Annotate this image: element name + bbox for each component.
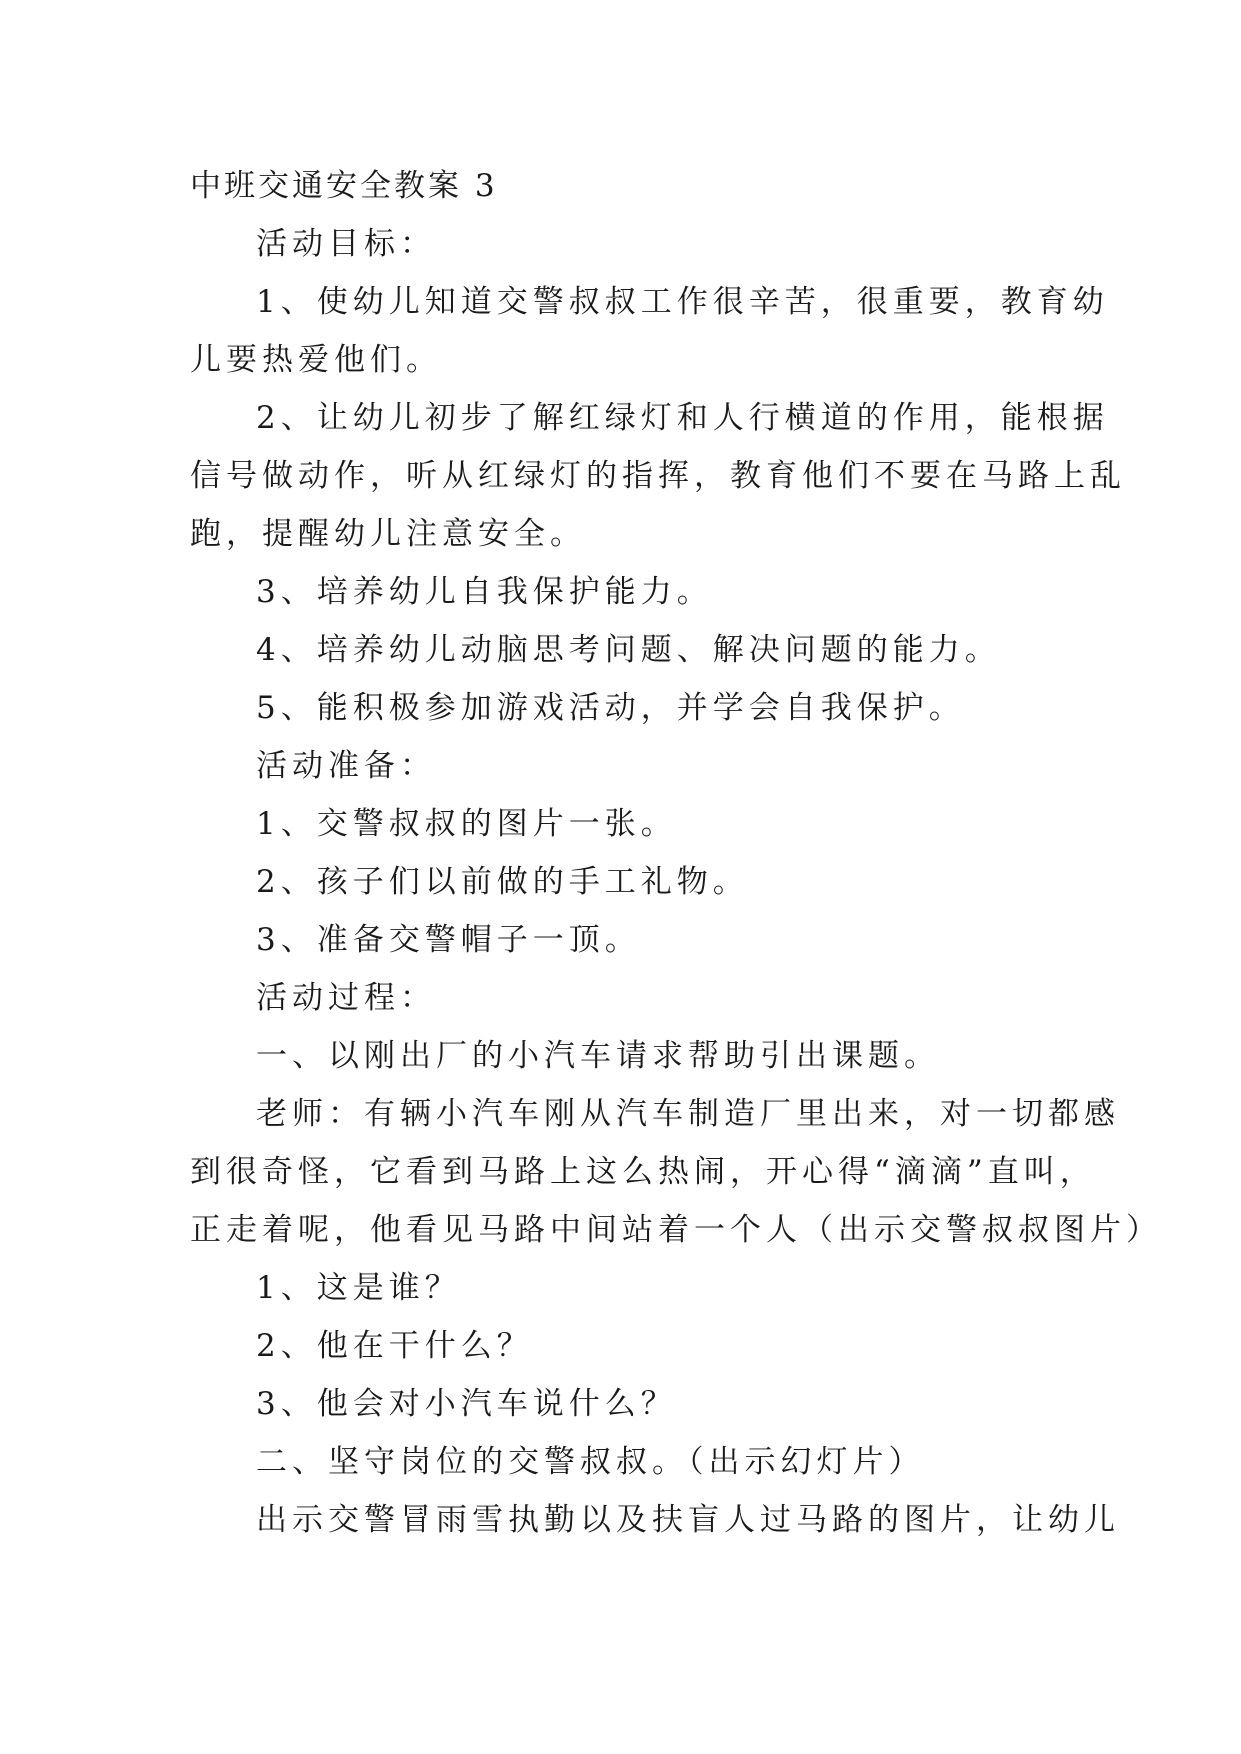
section-heading-preparation: 活动准备：	[256, 748, 436, 784]
section-heading-process: 活动过程：	[256, 980, 436, 1016]
paragraph-line: 信号做动作，听从红绿灯的指挥，教育他们不要在马路上乱	[190, 458, 1126, 494]
paragraph-line: 3、培养幼儿自我保护能力。	[256, 574, 713, 610]
paragraph-line: 2、孩子们以前做的手工礼物。	[256, 864, 749, 900]
paragraph-line: 5、能积极参加游戏活动，并学会自我保护。	[256, 690, 965, 726]
paragraph-line: 出示交警冒雨雪执勤以及扶盲人过马路的图片，让幼儿	[256, 1502, 1120, 1538]
paragraph-line: 老师：有辆小汽车刚从汽车制造厂里出来，对一切都感	[256, 1096, 1120, 1132]
paragraph-line: 4、培养幼儿动脑思考问题、解决问题的能力。	[256, 632, 1001, 668]
paragraph-line: 2、他在干什么？	[256, 1328, 533, 1364]
paragraph-line: 1、这是谁？	[256, 1270, 461, 1306]
paragraph-line: 3、准备交警帽子一顶。	[256, 922, 641, 958]
section-heading-goals: 活动目标：	[256, 226, 436, 262]
paragraph-line: 跑，提醒幼儿注意安全。	[190, 516, 586, 552]
paragraph-line: 2、让幼儿初步了解红绿灯和人行横道的作用，能根据	[256, 400, 1109, 436]
document-title: 中班交通安全教案 3	[190, 168, 498, 204]
paragraph-line: 二、坚守岗位的交警叔叔。（出示幻灯片）	[256, 1444, 925, 1480]
paragraph-line: 3、他会对小汽车说什么？	[256, 1386, 677, 1422]
paragraph-line: 1、使幼儿知道交警叔叔工作很辛苦，很重要，教育幼	[256, 284, 1109, 320]
paragraph-line: 到很奇怪，它看到马路上这么热闹，开心得“滴滴”直叫，	[190, 1154, 1096, 1190]
paragraph-line: 儿要热爱他们。	[190, 342, 442, 378]
paragraph-line: 1、交警叔叔的图片一张。	[256, 806, 677, 842]
paragraph-line: 一、以刚出厂的小汽车请求帮助引出课题。	[256, 1038, 940, 1074]
paragraph-line: 正走着呢，他看见马路中间站着一个人（出示交警叔叔图片）	[190, 1212, 1162, 1248]
